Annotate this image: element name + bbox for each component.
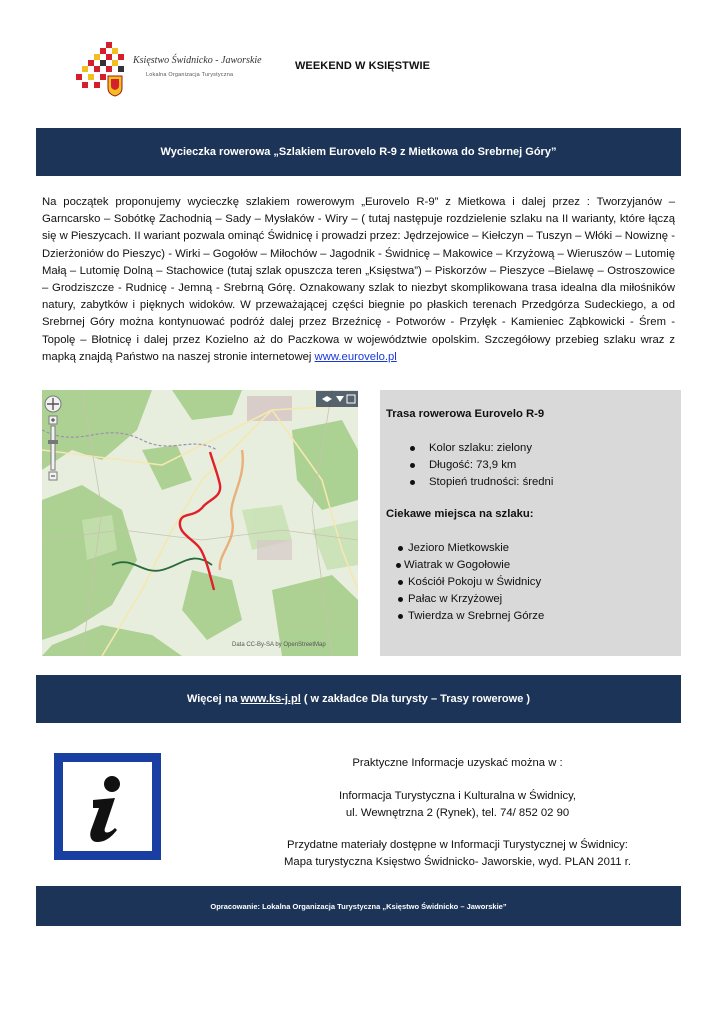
intro-paragraph [42, 194, 675, 366]
route-details-list [380, 440, 553, 491]
trip-title: Wycieczka rowerowa „Szlakiem Eurovelo R-9 z Mietkowa do Srebrnej Góry” [160, 146, 557, 158]
list-item: Długość: 73,9 km [380, 457, 553, 474]
route-map[interactable] [42, 390, 358, 656]
practical-info [225, 755, 690, 871]
checkered-emblem-icon [76, 42, 124, 96]
footer-bar [36, 886, 681, 926]
info-icon [63, 762, 152, 851]
map-canvas [42, 390, 358, 656]
map-attribution: Data CC-By-SA by OpenStreetMap [232, 642, 326, 648]
info-line: Przydatne materiały dostępne w Informacji Turystycznej w Świdnicy: [287, 839, 628, 851]
list-item: Kolor szlaku: zielony [380, 440, 553, 457]
page-title: WEEKEND W KSIĘSTWIE [294, 60, 431, 72]
places-heading: Ciekawe miejsca na szlaku: [386, 508, 534, 520]
eurovelo-link[interactable]: www.eurovelo.pl [314, 350, 397, 363]
more-info-suffix: ( w zakładce Dla turysty – Trasy rowerowe ) [300, 693, 531, 705]
logo-subtext: Lokalna Organizacja Turystyczna [146, 72, 234, 78]
list-item: Pałac w Krzyżowej [380, 591, 544, 608]
places-list [380, 540, 544, 625]
info-line: Informacja Turystyczna i Kulturalna w Świdnicy, [338, 790, 577, 802]
more-info-prefix: Więcej na [186, 693, 241, 705]
more-info-bar [36, 675, 681, 723]
list-item: Twierdza w Srebrnej Górze [380, 608, 544, 625]
list-item: Jezioro Mietkowskie [380, 540, 544, 557]
intro-text: Na początek proponujemy wycieczkę szlakiem rowerowym „Eurovelo R-9” z Mietkowa i dalej przez : Tworzyjanów – Garncarsko – Sobótkę Zachodnią – Sady – Mysłaków - Wiry – ( tutaj następuje rozdzielenie szlaku na II warianty, które łączą się w Pieszycach. II wariant pozwala ominąć Świdnicę i prowadzi przez: Jędrzejowice – Kiełczyn – Tuszyn – Włóki – Nowiznę - Dzierżoniów do Pieszyc) - Wirki – Gogołów – Miłochów – Jagodnik - Świdnicę – Makowice – Krzyżową – Wieruszów – Lutomię Małą – Lutomię Dolną – Stachowice (tutaj szlak opuszcza teren „Księstwa”) – Piskorzów – Pieszyce –Bielawę – Ostroszowice – Grodziszcze - Rudnicę - Jemną - Srebrną Górę. Oznakowany szlak to niezbyt skomplikowana trasa idealna dla miłośników natury, zabytków i pięknych widoków. W przeważającej części biegnie po płaskich terenach Przedgórza Sudeckiego, a od Srebrnej Góry można kontynuować podróż dalej przez Brzeźnicę - Potworów - Przyłęk - Kamieniec Ząbkowicki - Śrem - Topolę – Błotnicę i dalej przez Kozielno aż do Paczkowa w województwie opolskim. Szczegółowy przebieg szlaku wraz z mapką znajdą Państwo na naszej stronie internetowej [42, 196, 675, 363]
info-line: Praktyczne Informacje uzyskać można w : [352, 757, 563, 769]
list-item: Stopień trudności: średni [380, 474, 553, 491]
info-line: ul. Wewnętrzna 2 (Rynek), tel. 74/ 852 02 90 [345, 807, 570, 819]
list-item: Kościół Pokoju w Świdnicy [380, 574, 544, 591]
logo-text: Księstwo Świdnicko - Jaworskie [133, 55, 262, 66]
organization-logo [74, 38, 264, 102]
info-line: Mapa turystyczna Księstwo Świdnicko- Jaworskie, wyd. PLAN 2011 r. [284, 856, 631, 868]
footer-text: Opracowanie: Lokalna Organizacja Turystyczna „Księstwo Świdnicko – Jaworskie” [210, 901, 507, 911]
tourist-info-sign [54, 753, 161, 860]
list-item: Wiatrak w Gogołowie [380, 557, 544, 574]
trip-title-bar [36, 128, 681, 176]
ks-j-link[interactable]: www.ks-j.pl [240, 693, 301, 705]
route-heading: Trasa rowerowa Eurovelo R-9 [386, 408, 545, 420]
route-info-box [380, 390, 681, 656]
map-controls-icon [316, 391, 358, 407]
